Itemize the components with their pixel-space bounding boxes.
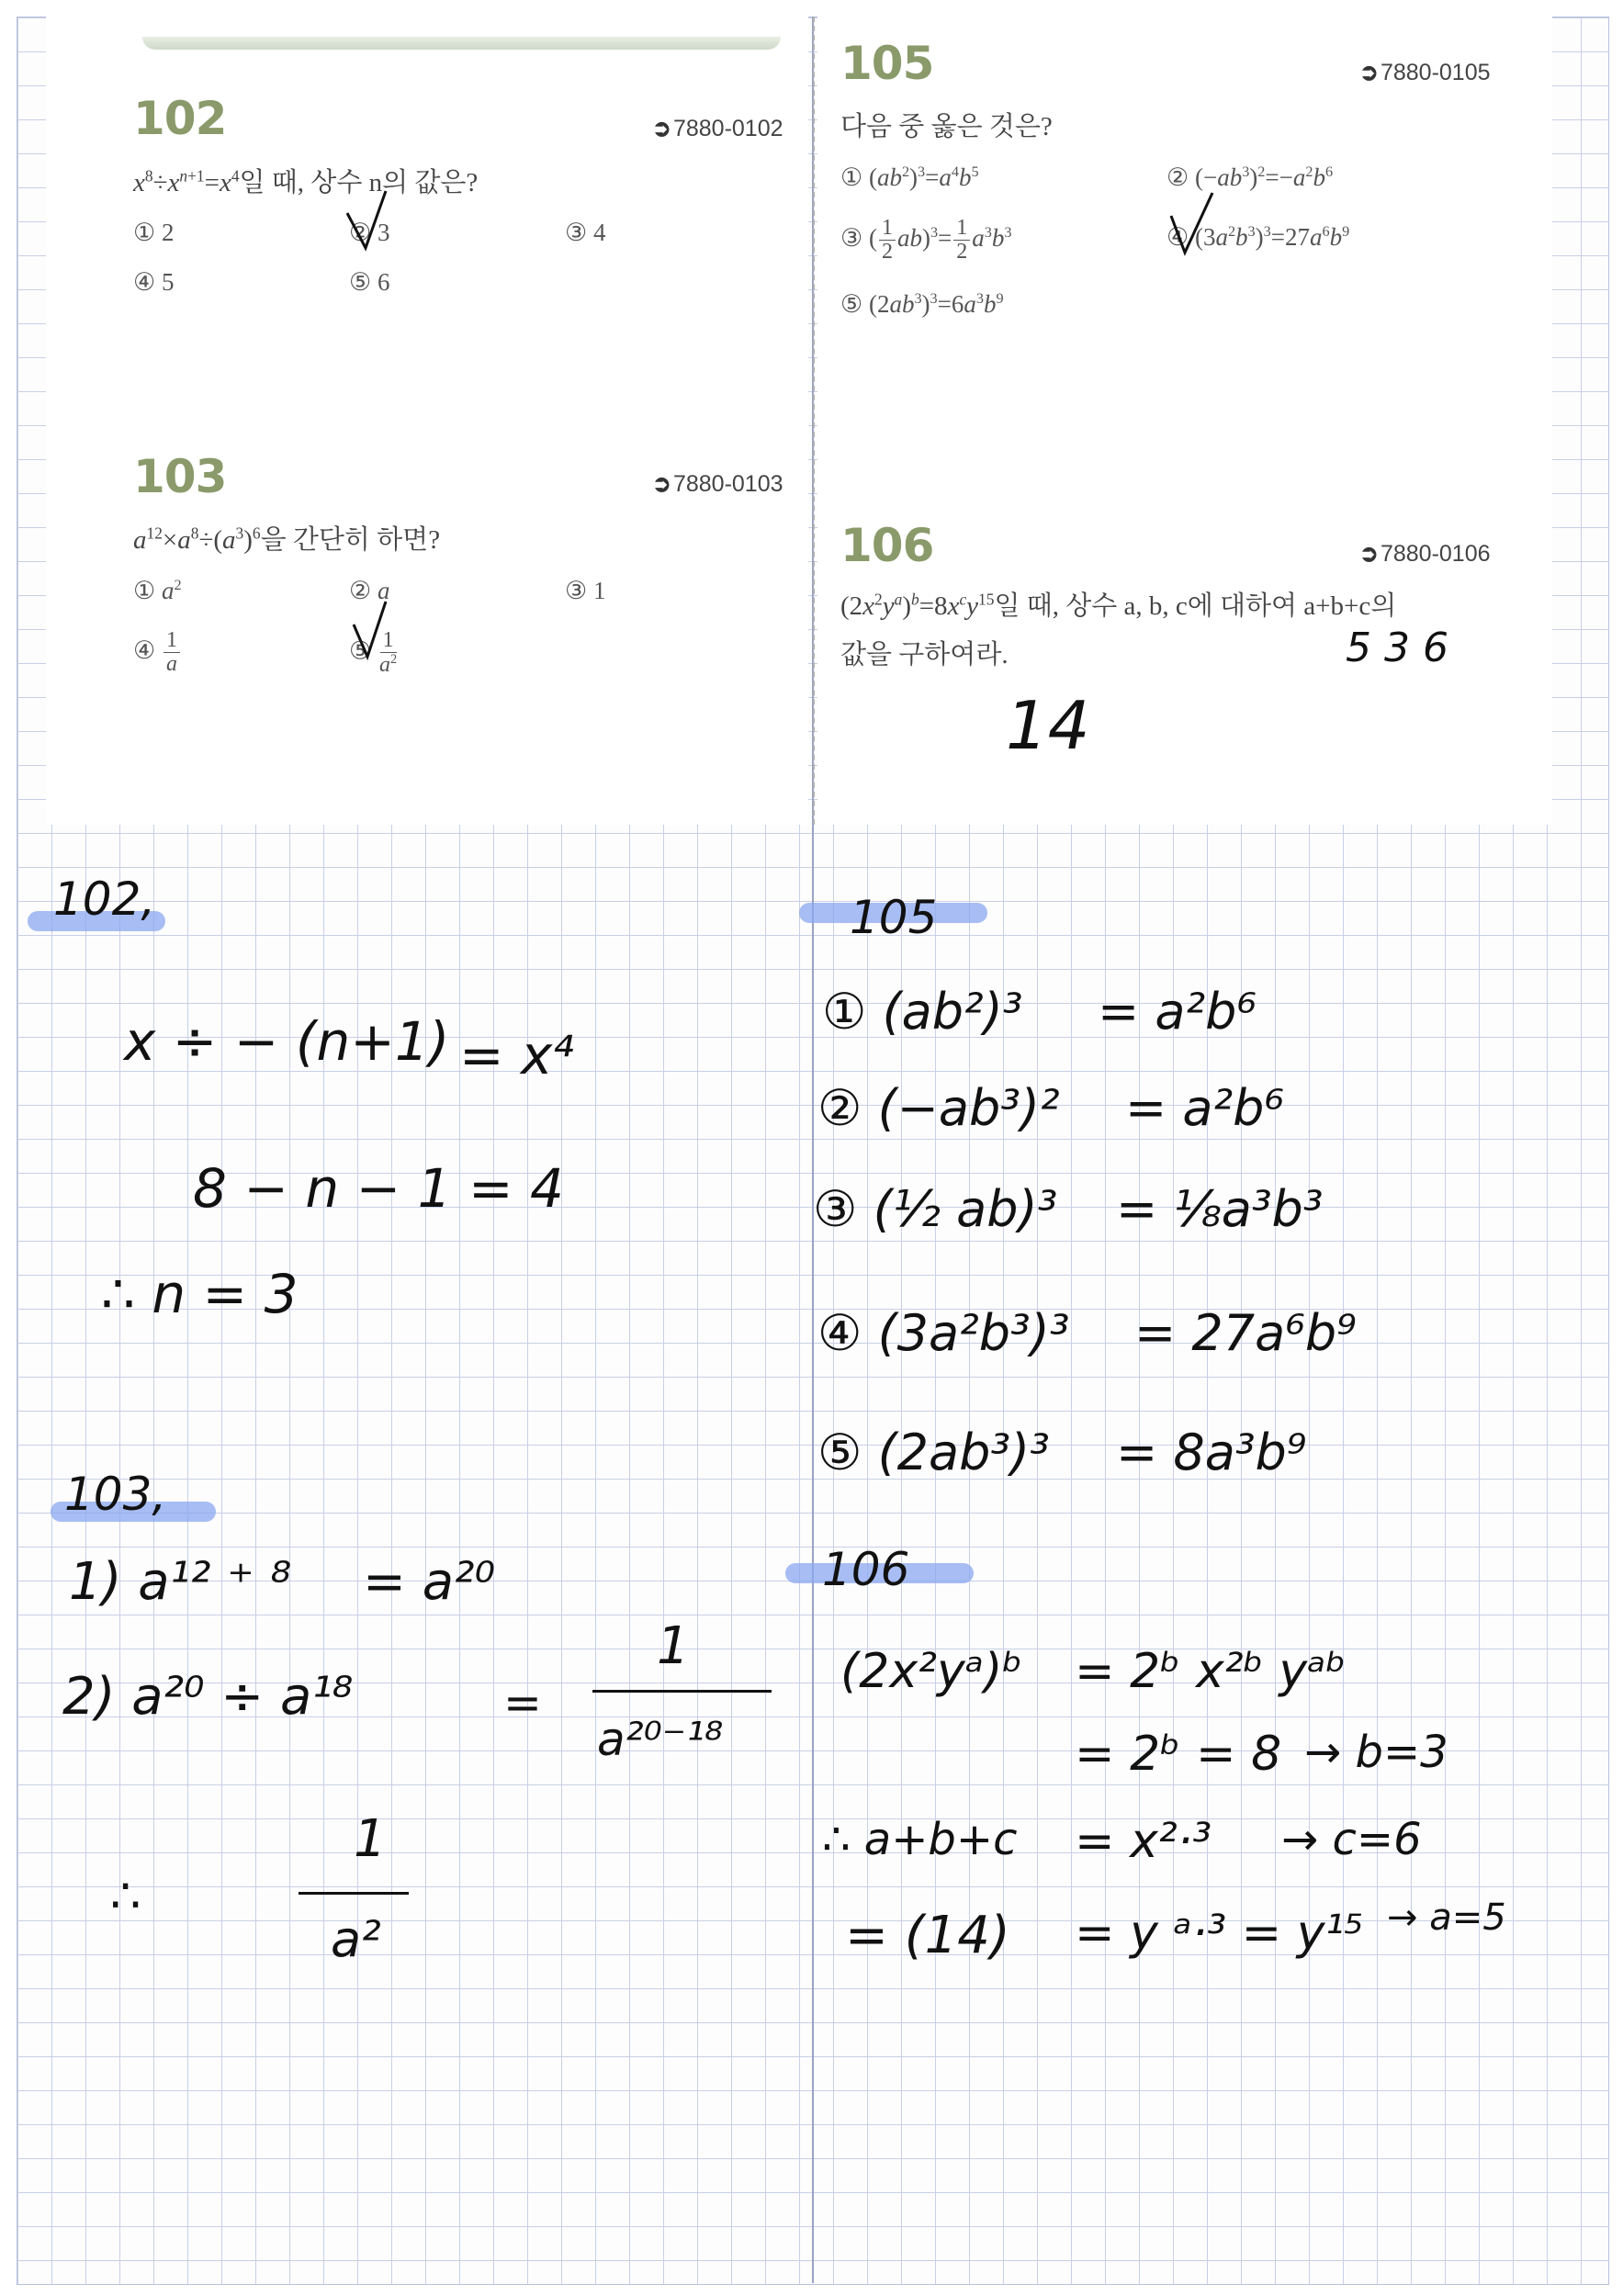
hw-102-line2: = x⁴	[459, 1024, 574, 1086]
hw-105-line1-result: = a²b⁶	[1098, 983, 1257, 1041]
hw-102-label: 102,	[53, 872, 156, 926]
problem-102-choice-3[interactable]: ③ 4	[565, 219, 606, 246]
hw-106-label: 106	[822, 1543, 910, 1596]
hw-103-frac-den: a²⁰⁻¹⁸	[597, 1713, 724, 1766]
pencil-values-abc: 5 3 6	[1346, 625, 1448, 671]
problem-105-choice-2[interactable]: ② $(-ab^3)^2=-a^2b^6$	[1167, 163, 1334, 191]
link-arrow-icon: ➲	[652, 471, 671, 497]
hw-105-label: 105	[850, 891, 938, 944]
hw-105-line2-result: = a²b⁶	[1125, 1079, 1285, 1137]
hw-102-line1: x ÷ − (n+1)	[124, 1010, 450, 1073]
hw-105-line4: ④ (3a²b³)³	[817, 1304, 1070, 1362]
check-mark-103	[354, 602, 386, 657]
hw-103-therefore: ∴	[110, 1869, 141, 1924]
hw-106-line5: ∴ a+b+c	[822, 1814, 1018, 1865]
hw-106-line1: (2x²yᵃ)ᵇ	[840, 1644, 1023, 1699]
problem-103-question: $a^{12}\times a^8\div(a^3)^6$을 간단히 하면?	[133, 523, 441, 555]
problem-102-choice-5[interactable]: ⑤ 6	[349, 268, 390, 296]
hw-103-ans-bar	[299, 1892, 409, 1895]
hw-106-final-answer: = (14)	[845, 1906, 1010, 1965]
problem-102-code: ➲7880-0102	[652, 116, 783, 141]
hw-103-line4: =	[503, 1676, 542, 1729]
problem-103-choice-2[interactable]: ② a	[349, 577, 390, 604]
hw-106-line9: = y ᵃ·³ = y¹⁵	[1075, 1906, 1364, 1961]
pencil-answer-106: 14	[1006, 687, 1090, 764]
problem-102-number: 102	[133, 92, 227, 145]
problem-103-choice-4[interactable]: ④ $\frac{1}{a}$	[133, 629, 182, 676]
hw-106-line4: → b=3	[1304, 1727, 1448, 1778]
problem-103-code: ➲7880-0103	[652, 471, 783, 497]
check-mark-102	[347, 191, 386, 248]
hw-105-line2: ② (−ab³)²	[817, 1079, 1060, 1137]
check-mark-105	[1171, 193, 1212, 253]
problem-102-choice-4[interactable]: ④ 5	[133, 268, 175, 296]
problem-102-question: $x^8\div x^{n+1}=x^4$일 때, 상수 n의 값은?	[133, 166, 479, 197]
hw-105-line5-result: = 8a³b⁹	[1116, 1424, 1307, 1481]
hw-103-line3: 2) a²⁰ ÷ a¹⁸	[62, 1667, 354, 1727]
hw-105-line5: ⑤ (2ab³)³	[817, 1424, 1050, 1481]
problem-103-choice-3[interactable]: ③ 1	[565, 577, 606, 604]
problem-106-code: ➲7880-0106	[1359, 541, 1491, 567]
problem-102-choice-2[interactable]: ② 3	[349, 219, 390, 246]
hw-103-frac-bar	[592, 1690, 772, 1693]
hw-102-line4: ∴ n = 3	[101, 1263, 299, 1325]
problem-103-choice-5[interactable]: ⑤ $\frac{1}{a^2}$	[349, 628, 398, 678]
problem-105-question: 다음 중 옳은 것은?	[840, 112, 1053, 141]
problem-103-number: 103	[133, 450, 227, 503]
problem-105-choice-5[interactable]: ⑤ $(2ab^3)^3=6a^3b^9$	[840, 290, 1004, 318]
hw-105-line3-result: = ⅛a³b³	[1116, 1180, 1324, 1238]
problem-105-choice-1[interactable]: ① $(ab^2)^3=a^4b^5$	[840, 163, 979, 191]
hw-106-line7: → c=6	[1281, 1814, 1422, 1865]
hw-106-line2: = 2ᵇ x²ᵇ yᵃᵇ	[1075, 1644, 1347, 1699]
hw-103-ans-den: a²	[331, 1910, 381, 1968]
problem-103-choice-1[interactable]: ① $a^2$	[133, 577, 182, 604]
problem-105-choice-3[interactable]: ③ ( $\frac{1}{2}$ ab)$^3$= $\frac{1}{2}$ $a^3b^3$	[840, 216, 1012, 264]
link-arrow-icon: ➲	[652, 116, 671, 141]
hw-106-line10: → a=5	[1387, 1896, 1506, 1939]
hw-103-ans-num: 1	[354, 1809, 387, 1869]
problem-106-number: 106	[840, 519, 934, 572]
problem-102-choice-1[interactable]: ① 2	[133, 219, 175, 246]
hw-105-line3: ③ (½ ab)³	[813, 1180, 1058, 1238]
problem-105-code: ➲7880-0105	[1359, 60, 1491, 85]
problem-106-question-line2: 값을 구하여라.	[840, 640, 1009, 670]
hw-102-line3: 8 − n − 1 = 4	[193, 1157, 564, 1220]
problem-105-number: 105	[840, 37, 934, 90]
problem-105-choice-4[interactable]: ④ $(3a^2b^3)^3=27a^6b^9$	[1167, 223, 1350, 251]
hw-106-line6: = x²·³	[1075, 1814, 1212, 1869]
hw-103-line1: 1) a¹² ⁺ ⁸	[69, 1552, 292, 1612]
hw-103-label: 103,	[64, 1468, 167, 1521]
hw-103-frac-num: 1	[657, 1616, 690, 1676]
link-arrow-icon: ➲	[1359, 60, 1379, 85]
hw-105-line4-result: = 27a⁶b⁹	[1134, 1304, 1357, 1362]
problem-106-question-line1: $(2x^2y^a)^b=8x^cy^{15}$일 때, 상수 a, b, c에 대하여 a+b+c의	[840, 590, 1397, 621]
hw-106-line3: = 2ᵇ = 8	[1075, 1727, 1282, 1782]
link-arrow-icon: ➲	[1359, 541, 1379, 567]
hw-105-line1: ① (ab²)³	[822, 983, 1023, 1041]
hw-103-line2: = a²⁰	[363, 1552, 495, 1612]
